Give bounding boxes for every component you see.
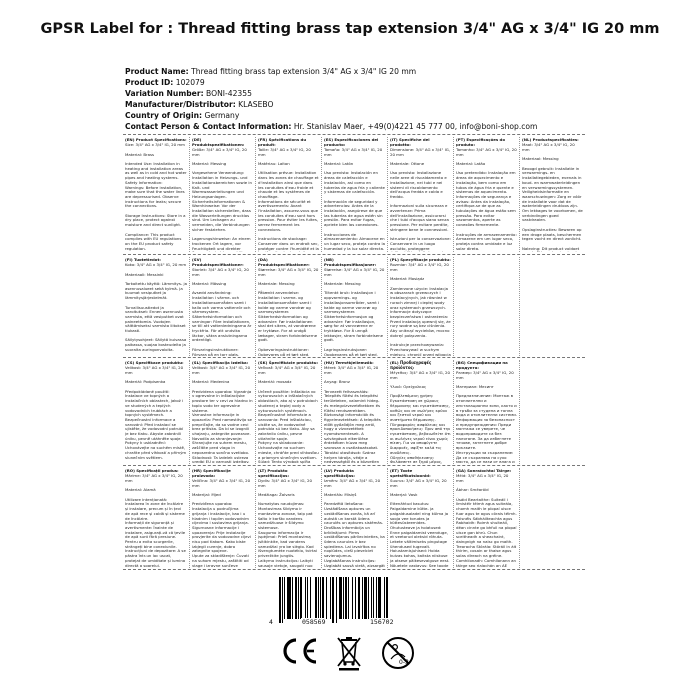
product-meta bbox=[125, 66, 585, 132]
spec-column bbox=[255, 360, 321, 464]
spec-text: Koko: 3/4" AG x 3/4" IG, 20 mm Materiaali: Messinki Tarkoitettu käyttö: Lämmitys- ja asennusalueet sekä kylmä- ja kuumat vesiputket ja lämmitysjärjestelmät. Turvallisuustiedot ja varoitukset: Ennen asennusta varmista, että vesiputket ovat paineettomia. Vuotojen välttämiseksi varmista liitokset tiukasti. Säilytysohjeet: Säilytä kuivassa paikassa, suojaa kosteudelta ja suoralta auringonvalolta. bbox=[125, 262, 187, 352]
spec-heading: (PT) Especificações do produto: bbox=[456, 137, 506, 147]
divider bbox=[123, 357, 585, 358]
spec-column bbox=[321, 137, 387, 252]
product-id-row bbox=[125, 77, 585, 88]
spec-text: Rozmiar: 3/4" AG x 3/4" IG, 20 mm Materiał: Mosiądz Zamierzone użycie: Instalacja w obszarach grzewczych i instalacyjnych, jak również w rurach zimnej i ciepłej wody oraz systemach grzewczych. Informacje dotyczące bezpieczeństwa i ostrzeżenia: Przed instalacją upewnij się, że rury wodne są bez ciśnienia. Aby uniknąć wycieków, mocno dokręć połączenia. Instrukcje przechowywania: Przechowywać w suchym miejscu, chronić przed wilgocią bbox=[390, 262, 451, 356]
spec-band-4 bbox=[123, 468, 585, 568]
spec-heading: (NL) Productspecificaties: bbox=[522, 137, 579, 142]
variation-number-row bbox=[125, 88, 585, 99]
spec-heading: (ET) Toote spetsifikatsioonid: bbox=[390, 468, 431, 478]
manufacturer-value: KLASEBO bbox=[238, 100, 274, 109]
barcode-digit-left: 4 bbox=[269, 618, 273, 626]
spec-column bbox=[453, 137, 519, 252]
spec-column bbox=[123, 360, 189, 464]
spec-heading: (FR) Spécifications du produit: bbox=[258, 137, 307, 147]
spec-text: Suurus: 3/4" AG x 3/4" IG, 20 mm Materjal: Vask Ettenähtud kasutus: Paigaldamine kütte- ja paigaldusaladel ning külma ja sooja vee torudes ja küttesüsteemides. Ohutusteave ja hoiatused: Enne paigaldamist veenduge, et veetorud oleksid rõhuta. Lekete vältimiseks pingutage ühendused tugevalt. Hoiustamisjuhised: Hoida kuivas kohas, kaitsta niiskuse ja otsese päikesevalguse eest. Nõuetele vastavus: See toode bbox=[390, 477, 450, 568]
spec-text: Velikost: 3/4" AG x 3/4" IG, 20 mm Material: Medenina Predvidena uporaba: Vgradnja v ogrevalne in inštalacijske prostore ter v cevi za hladno in toplo vodo ter ogrevalne sisteme. Varnostne informacije in opozorila: Pred namestitvijo se prepričajte, da so vodne cevi brez pritiska. Da bi se izognili uhajanju, zategnite povezave. Navodila za shranjevanje: Shranjujte na suhem mestu, zaščitite pred vlago in neposredno sončno svetlobo. Skladnost: Ta izdelek ustreza uredbi EU o varnosti izdelkov. bbox=[192, 365, 253, 464]
spec-column bbox=[123, 257, 189, 356]
spec-heading: (SL) Specifikacija izdelka: bbox=[192, 360, 249, 365]
spec-heading: (LV) Produkta specifikācijas: bbox=[324, 468, 355, 478]
spec-column bbox=[189, 257, 255, 356]
spec-column bbox=[255, 137, 321, 252]
spec-text: Méret: 3/4" AG x 3/4" IG, 20 mm Anyag: Bronz Tervezett felhasználás: Telepítés fűtési és telepítési területeken, valamint hideg- és melegvízvezetékekben és fűtési rendszerekben. Biztonsági információk és figyelmeztetések: A telepítés előtt győződjön meg arról, hogy a vízvezetékek nyomásmentesek. A szivárgások elkerülése érdekében húzza meg szorosan a csatlakozásokat. Tárolási utasítások: Száraz helyen tárolja, védje a nedvességtől és a közvetlen bbox=[324, 365, 381, 464]
svg-text:0-3: 0-3 bbox=[399, 659, 409, 666]
barcode-group-left: 058569 bbox=[302, 618, 326, 626]
spec-column bbox=[453, 257, 519, 356]
age-warning-icon bbox=[380, 635, 416, 671]
country-row bbox=[125, 110, 585, 121]
spec-column bbox=[519, 468, 585, 568]
spec-heading: (NB) Produktspesifikasjoner: bbox=[324, 257, 377, 267]
spec-heading: (DE) Produktspezifikationen: bbox=[192, 137, 245, 147]
spec-column bbox=[387, 137, 453, 252]
spec-text: Størrelse: 3/4" AG x 3/4" IG, 20 mm Materiale: Messing Påtænkt anvendelse: Installation i varme- og installationsområder samt i kolde og varme vandrør og varmesystemer. Sikkerhedsinformation og advarsler: Før installationen skal det sikres, at vandrørene er trykløse. For at undgå lækager, stram forbindelserne godt. Opbevaringsinstruktioner: Opbevares på et tørt sted, bbox=[258, 266, 319, 356]
spec-column bbox=[519, 137, 585, 252]
spec-heading: (SV) Produktspecifikationer: bbox=[192, 257, 244, 267]
manufacturer-row bbox=[125, 99, 585, 110]
product-name-label: Product Name: bbox=[125, 67, 189, 76]
barcode-bars bbox=[279, 577, 429, 619]
spec-text: Velikost: 3/4" AG x 3/4" IG, 20 mm Materiál: Podpisenka Předpokládané použití: Instalace ve topných a instalačních oblastech, jakož i ve studených a teplých vodovodních trubkách a topných systémech. Bezpečnostní informace a varování: Před instalací se ujistěte, že vodovodní potrubí je bez tlaku. Abyste zabránili úniku, pevně utáhněte spoje. Pokyny k uskladnění: Uchovávejte na suchém místě, chraňte před vlhkostí a přímým slunečním světlem. bbox=[125, 365, 187, 460]
spec-text: Tamanho: 3/4" AG x 3/4" IG, 20 mm Material: Latão Uso pretendido: Instalação em áreas de aquecimento e instalação, bem como em tubos de água fria e quente e sistemas de aquecimento. Informações de segurança e avisos: Antes da instalação, certifique-se de que as tubulações de água estão sem pressão. Para evitar vazamentos, aperte as conexões firmemente. Instruções de armazenamento: Armazene em um lugar seco, proteja contra umidade e luz solar direta. bbox=[456, 146, 517, 251]
spec-heading: (DA) Produktspecifikationer: bbox=[258, 257, 310, 267]
spec-text: Größe: 3/4" AG x 3/4" IG, 20 mm Material: Messing Vorgesehene Verwendung: Installation in Heizungs- und Installationsbereichen sowie in Kalt- und Warmwasserleitungen und Heizungsanlagen. Sicherheitsinformationen & Warnhinweise: Vor der Installation sicherstellen, dass die Wasserleitungen drucklos sind. Um Leckagen zu vermeiden, die Verbindungen sicher festziehen. Lagerungshinweise: An einem trockenen Ort lagern, vor Feuchtigkeit und direkter bbox=[192, 146, 252, 251]
product-name-row bbox=[125, 66, 585, 77]
spec-text: Mărime: 3/4" AG x 3/4" IG, 20 mm Material: Alamă Utilizare intenționată: Instalarea în zone de încălzire și instalare, precum și în țevi de apă rece și caldă și sisteme de încălzire. Informații de siguranță și avertismente: Înainte de instalare, asigurați-vă că țevile de apă sunt fără presiune. Pentru a evita scurgerile, strângeți bine conexiunile. Instrucțiuni de depozitare: A se păstra într-un loc uscat, protejat de umiditate și lumina directă a soarelui. bbox=[125, 473, 186, 568]
spec-text: Veličina: 3/4" AG x 3/4" IG, 20 mm Materijal: Mjed Predviđena uporaba: Instalacija u područjima grijanja i instalacije, kao i u hladnim i toplim vodovodnim cijevima i sustavima grijanja. Sigurnosne informacije i upozorenja: Prije instalacije provjerite da vodovodne cijevi nisu pod tlakom. Kako biste izbjegli curenje, dobro zategnite spojeve. Upute za skladištenje: Čuvati na suhom mjestu, zaštititi od vlage i izravne sunčeve bbox=[192, 477, 251, 568]
spec-heading: (HU) Termékjellemzők: bbox=[324, 360, 374, 365]
spec-column bbox=[123, 468, 189, 568]
country-label: Country of Origin: bbox=[125, 111, 203, 120]
product-id-label: Product ID: bbox=[125, 78, 174, 87]
contact-value: Hr. Stanislav Maer, +49(0)4221 45 777 00, info@boni-shop.com bbox=[293, 122, 538, 131]
spec-band-2 bbox=[123, 257, 585, 356]
spec-heading: (IT) Specifiche del prodotto: bbox=[390, 137, 430, 147]
spec-heading: (FI) Tuotetiedot: bbox=[125, 257, 161, 262]
spec-text: Veľkosť: 3/4" AG x 3/4" IG, 20 mm Materiál: mosadz Určené použitie: Inštalácia vo vykurovacích a inštalačných oblastiach, ako aj v potrubiach studenej a teplej vody a vykurovacích systémoch. Bezpečnostné informácie a varovania: Pred inštaláciou, uistite sa, že vodovodné potrubia sú bez tlaku. Aby sa zabránilo úniku, pevne utiahnite spoje. Pokyny na skladovanie: Uchovávajte na suchom mieste, chráňte pred vlhkosťou a priamym slnečným svetlom. Súlad: Tento výrobok spĺňa bbox=[258, 365, 319, 464]
barcode-gap bbox=[388, 577, 389, 619]
spec-heading: (BG) Спецификации на продукта: bbox=[456, 360, 508, 370]
spec-heading: (SK) Špecifikácie produktu: bbox=[258, 360, 319, 365]
spec-text: Μέγεθος: 3/4" AG x 3/4" IG, 20 mm Υλικό: Ορείχαλκος Προβλεπόμενη χρήση: Εγκατάσταση σε χώρους θέρμανσης και εγκατάστασης, καθώς και σε σωλήνες κρύου και ζεστού νερού και συστήματα θέρμανσης. Πληροφορίες ασφάλειας και προειδοποιήσεις: Πριν από την εγκατάσταση, βεβαιωθείτε ότι οι σωλήνες νερού είναι χωρίς πίεση. Για να αποφύγετε διαρροές, σφίξτε καλά τις συνδέσεις. Οδηγίες αποθήκευσης: Φυλάσσετε σε ξηρό μέρος, bbox=[390, 369, 451, 464]
spec-column bbox=[189, 468, 255, 568]
spec-heading: (PL) Specyfikacje produktu: bbox=[390, 257, 451, 262]
variation-number-label: Variation Number: bbox=[125, 89, 204, 98]
divider bbox=[123, 134, 585, 135]
recycle-bin-icon bbox=[334, 635, 364, 671]
spec-column bbox=[255, 257, 321, 356]
contact-row bbox=[125, 121, 585, 132]
spec-column bbox=[387, 360, 453, 464]
spec-column bbox=[453, 360, 519, 464]
spec-heading: (ES) Especificaciones del producto: bbox=[324, 137, 379, 147]
spec-column bbox=[321, 257, 387, 356]
spec-column bbox=[189, 137, 255, 252]
product-name-value: Thread fitting brass tap extension 3/4" AG x 3/4" IG 20 mm bbox=[191, 67, 417, 76]
spec-heading: (CS) Specifikace produktu: bbox=[125, 360, 184, 365]
spec-text: Tamaño: 3/4" AG x 3/4" IG, 20 mm Material: Latón Uso previsto: Instalación en áreas de calefacción e instalación, así como en tuberías de agua fría y caliente y sistemas de calefacción. Información de seguridad y advertencias: Antes de la instalación, asegúrese de que las tuberías de agua estén sin presión. Para evitar fugas, apriete bien las conexiones. Instrucciones de almacenamiento: Almacene en un lugar seco, proteja contra la humedad y la luz solar directa. bbox=[324, 146, 385, 251]
barcode bbox=[265, 577, 435, 629]
spec-text: Size: 3/4" AG x 3/4" IG, 20 mm Material: Brass Intended Use: Installation in heating and installation areas as well as in cold and hot water pipes and heating systems. Safety Information: Warnings: Before installation, make sure that the water lines are depressurised. Observe instructions for leaks; secure the connections. Storage Instructions: Store in a dry place, protect against moisture and direct sunlight. Compliance: This product complies with EU regulations on the EU product safety regulation. bbox=[125, 142, 187, 251]
spec-column bbox=[189, 360, 255, 464]
spec-column bbox=[321, 360, 387, 464]
spec-heading: (RO) Specificații produs: bbox=[125, 468, 179, 473]
spec-column bbox=[321, 468, 387, 568]
spec-column bbox=[255, 468, 321, 568]
spec-text: Storlek: 3/4" AG x 3/4" IG, 20 mm Material: Mässing Avsedd användning: Installation i värme- och installationsområden samt i kalla och varma vattenrör och värmesystem. Säkerhetsinformation och varningar: Före installationen, se till att vattenledningarna är tryckfria. För att undvika läckor, säkra anslutningarna ordentligt. Förvaringsinstruktioner: Förvara på en torr plats, bbox=[192, 266, 252, 356]
spec-text: Méid: 3/4" AG x 3/4" IG, 20 mm Ábhar: Sméaróid Úsáid Beartaithe: Suiteáil i limistéir téimh agus suiteála, chomh maith le píopaí uisce fuar agus te agus córais téimh. Faisnéis Sábháilteachta agus Rabhaidh: Roimh shuiteáil, déan cinnte go bhfuil na píopaí uisce gan bhrú. Chun sceitheadh a sheachaint, daingnigh na naisc go maith. Treoracha Stórála: Stóráil in áit thirim, cosain ar thaise agus solas díreach na gréine. Comhlíonadh: Comhlíonann an táirge seo rialachán an AE bbox=[456, 473, 517, 568]
divider bbox=[123, 465, 585, 466]
spec-text: Dydis: 3/4" AG x 3/4" IG, 20 mm Medžiaga: Žalvaris Numatytas naudojimas: Montavimas šildymo ir montavimo zonose, taip pat šalto ir karšto vandens vamzdžiuose ir šildymo sistemose. Saugumo informacija ir įspėjimai: Prieš montavimą įsitikinkite, kad vandens vamzdžiai yra be slėgio. Kad išvengtumėte nuotėkio, tvirtai priveržkite jungtis. Laikymo instrukcijos: Laikyti sausoje vietoje, saugoti nuo bbox=[258, 477, 317, 568]
spec-text: Размер: 3/4" AG x 3/4" IG, 20 mm Материал: Месинг Предназначение: Монтаж в отоплителни и инсталационни зони, както и в тръби за студена и топла вода и отоплителни системи. Информация за безопасност и предупреждения: Преди монтажа се уверете, че водопроводите са без налягане. За да избегнете течове, затегнете добре връзките. Инструкции за съхранение: Да се съхранява на сухо място, да се пази от влага и bbox=[456, 369, 517, 464]
variation-number-value: BONI-42355 bbox=[206, 89, 252, 98]
spec-heading: (HR) Specifikacije proizvoda: bbox=[192, 468, 231, 478]
ce-mark-icon bbox=[280, 635, 320, 667]
divider bbox=[123, 569, 585, 570]
barcode-group-right: 156702 bbox=[370, 618, 394, 626]
spec-heading: (EN) Product Specifications: bbox=[125, 137, 187, 142]
spec-column bbox=[453, 468, 519, 568]
spec-band-3 bbox=[123, 360, 585, 464]
spec-band-1 bbox=[123, 137, 585, 252]
spec-text: Dimensione: 3/4" AG x 3/4" IG, 20 mm Materiale: Ottone Uso previsto: Installazione nelle aree di riscaldamento e installazione, nei tubi e nei sistemi di riscaldamento dell'acqua fredda e calda e freddo. Informazioni sulla sicurezza e avvertenze: Prima dell'installazione, assicurarsi che i tubi d'acqua siano senza pressione. Per evitare perdite, stringere bene le connessioni. Istruzioni per la conservazione: Conservare in un luogo asciutto, proteggere bbox=[390, 146, 451, 251]
spec-heading: (GA) Sonraíochtaí Táirge: bbox=[456, 468, 512, 473]
contact-label: Contact Person & Contact Information: bbox=[125, 122, 292, 131]
spec-heading: (EL) Προδιαγραφές προϊόντος: bbox=[390, 360, 432, 370]
label-title: GPSR Label for : Thread fitting brass tap extension 3/4" AG x 3/4" IG 20 mm bbox=[40, 21, 660, 37]
product-id-value: 102079 bbox=[175, 78, 205, 87]
spec-column bbox=[519, 257, 585, 356]
spec-heading: (LT) Produkto specifikacijos: bbox=[258, 468, 289, 478]
spec-column bbox=[519, 360, 585, 464]
divider bbox=[123, 254, 585, 255]
spec-text: Izmērs: 3/4" AG x 3/4" IG, 20 mm Materiāls: Misiņš Paredzētā lietošana: Uzstādīšana apkures un uzstādīšanas zonās, kā arī aukstā un karstā ūdens caurulēs un apkures sistēmās. Drošības informācija un brīdinājumi: Pirms uzstādīšanas pārliecinieties, ka ūdens caurules ir bez spiediena. Lai izvairītos no noplūdes, cieši pievelciet savienojumus. Uzglabāšanas instrukcijas: Uzglabāt sausā vietā, aizsargāt bbox=[324, 477, 385, 568]
country-value: Germany bbox=[204, 111, 240, 120]
spec-text: Maat: 3/4" AG x 3/4" IG, 20 mm Materiaal: Messing Beoogd gebruik: Installatie in verwarmings- en installatiegebieden, evenals in koud- en warmwaterleidingen en verwarmingssystemen. Veiligheidsinformatie en waarschuwingen: Zorg er vóór de installatie voor dat de waterleidingen drukloos zijn. Om lekkages te voorkomen, de verbindingen goed vastdraaien. Opslaginstructies: Bewaren op een droge plaats, beschermen tegen vocht en direct zonlicht. Naleving: Dit product voldoet bbox=[522, 142, 583, 251]
spec-column bbox=[387, 468, 453, 568]
spec-text: Størrelse: 3/4" AG x 3/4" IG, 20 mm Materiale: Messing Tiltenkt bruk: Installasjon i oppvarmings- og installasjonsområder, samt i kalde og varme vannrør og varmesystemer. Sikkerhetsinformasjon og advarsler: Før installasjon, sørg for at vannrørene er trykkløse. For å unngå lekkasjer, stram forbindelsene godt. Lagringsinstruksjoner: Oppbevares på et tørt sted, bbox=[324, 266, 385, 356]
compliance-icons bbox=[278, 635, 428, 675]
manufacturer-label: Manufacturer/Distributor: bbox=[125, 100, 236, 109]
spec-column bbox=[387, 257, 453, 356]
spec-column bbox=[123, 137, 189, 252]
spec-text: Taille: 3/4" AG x 3/4" IG, 20 mm Matériau: Laiton Utilisation prévue: Installation dans les zones de chauffage et d'installation ainsi que dans les conduites d'eau froide et chaude et les systèmes de chauffage. Informations de sécurité et avertissements: Avant l'installation, assurez-vous que les conduites d'eau sont hors pression. Pour éviter les fuites, serrez fermement les connexions. Instructions de stockage: Conserver dans un endroit sec, protéger contre l'humidité et la bbox=[258, 146, 319, 251]
